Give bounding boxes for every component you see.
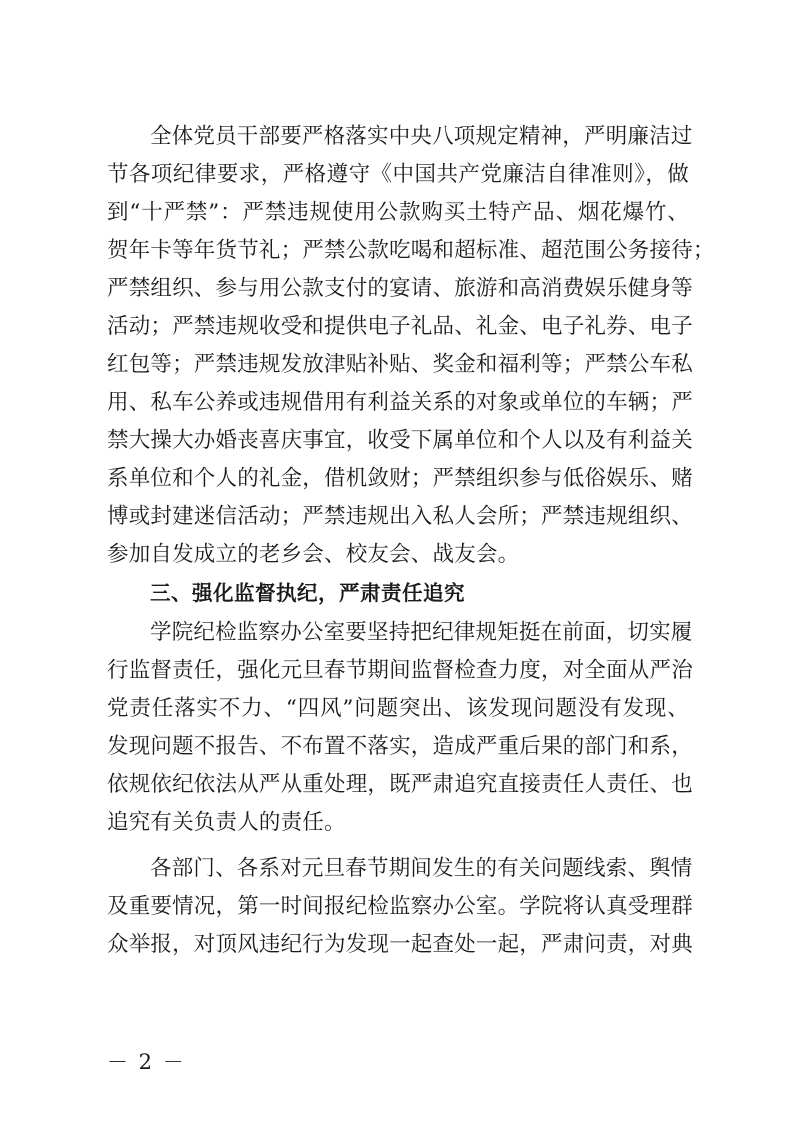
text-line: 行监督责任，强化元旦春节期间监督检查力度，对全面从严治 [107,658,693,683]
text-line: 依规依纪依法从严从重处理，既严肃追究直接责任人责任、也 [107,772,693,797]
text-line: 众举报，对顶风违纪行为发现一起查处一起，严肃问责，对典 [107,932,693,957]
text-line: 到“十严禁”：严禁违规使用公款购买土特产品、烟花爆竹、 [107,200,689,225]
text-line: 参加自发成立的老乡会、校友会、战友会。 [107,542,520,567]
text-line: 活动；严禁违规收受和提供电子礼品、礼金、电子礼券、电子 [107,314,693,339]
text-line: 各部门、各系对元旦春节期间发生的有关问题线索、舆情 [150,856,693,881]
text-line: 贺年卡等年货节礼；严禁公款吃喝和超标准、超范围公务接待； [107,238,715,263]
text-line: 党责任落实不力、“四风”问题突出、该发现问题没有发现、 [107,696,689,721]
text-line: 节各项纪律要求，严格遵守《中国共产党廉洁自律准则》，做 [107,162,689,187]
text-line: 发现问题不报告、不布置不落实，造成严重后果的部门和系， [107,734,693,759]
text-line: 用、私车公养或违规借用有利益关系的对象或单位的车辆；严 [107,390,693,415]
page-number: － 2 － [107,1050,186,1074]
text-line: 禁大操大办婚丧喜庆事宜，收受下属单位和个人以及有利益关 [107,428,693,453]
text-line: 严禁组织、参与用公款支付的宴请、旅游和高消费娱乐健身等 [107,276,693,301]
text-line: 追究有关负责人的责任。 [107,810,346,835]
text-line: 红包等；严禁违规发放津贴补贴、奖金和福利等；严禁公车私 [107,352,693,377]
text-line: 学院纪检监察办公室要坚持把纪律规矩挺在前面，切实履 [150,620,693,645]
text-line: 系单位和个人的礼金，借机敛财；严禁组织参与低俗娱乐、赌 [107,466,693,491]
text-line: 全体党员干部要严格落实中央八项规定精神，严明廉洁过 [150,124,693,149]
text-line: 及重要情况，第一时间报纪检监察办公室。学院将认真受理群 [107,894,693,919]
section-heading: 三、强化监督执纪，严肃责任追究 [150,581,465,605]
text-line: 博或封建迷信活动；严禁违规出入私人会所；严禁违规组织、 [107,504,693,529]
